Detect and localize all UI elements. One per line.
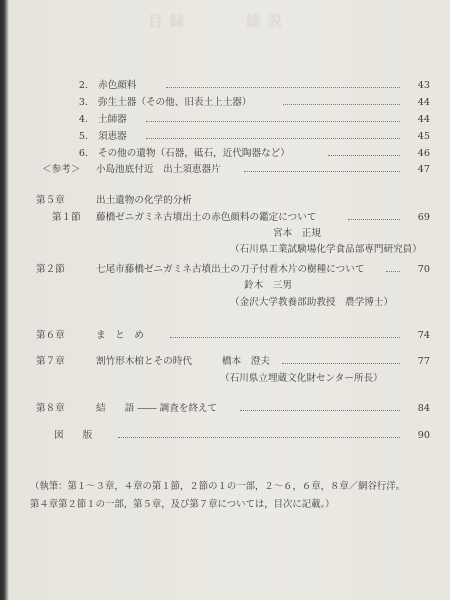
entry-label: 弥生土器（その他、旧表土上土器）: [98, 97, 252, 108]
author-affiliation: （金沢大学教養部助教授 農学博士）: [230, 297, 394, 308]
section-title: 藤橋ゼニガミネ古墳出土の赤色顔料の鑑定について: [96, 212, 317, 223]
note-line: 第４章第２節１の一部，第５章，及び第７章については，目次に記載。）: [30, 499, 335, 510]
chapter-page: 77: [417, 356, 430, 367]
chapter-heading: [8, 193, 450, 209]
toc-entry: [8, 129, 450, 145]
section-label: 第２節: [36, 264, 65, 275]
section-affiliation: [8, 295, 450, 311]
author-affiliation: （石川県工業試験場化学食品部専門研究員）: [230, 244, 422, 255]
entry-number: 6.: [78, 148, 88, 159]
leader-dots: [146, 112, 400, 122]
toc-entry: [8, 95, 450, 111]
section-author: [8, 278, 450, 294]
authorship-note: [30, 478, 436, 514]
toc-entry: [8, 78, 450, 94]
chapter-heading: [8, 401, 450, 417]
entry-number: 5.: [78, 131, 88, 142]
chapter-affiliation: [8, 371, 450, 387]
chapter-title: 割竹形木棺とその時代: [96, 356, 192, 367]
entry-page: 47: [417, 164, 430, 175]
bleed-through-text-left: 目録: [148, 12, 191, 30]
chapter-heading: [8, 354, 450, 370]
bleed-through-text-right: 総説: [246, 12, 289, 30]
leader-dots: [240, 401, 400, 411]
chapter-label: 第７章: [36, 356, 65, 367]
chapter-page: 84: [417, 403, 430, 414]
entry-label: その他の遺物（石器，砥石，近代陶器など）: [98, 148, 290, 159]
leader-dots: [166, 78, 400, 88]
section-entry: [8, 210, 450, 226]
section-author: [8, 226, 450, 242]
chapter-label: 第８章: [36, 403, 65, 414]
section-affiliation: [8, 242, 450, 258]
leader-dots: [244, 162, 400, 172]
chapter-title: ま と め: [96, 330, 144, 341]
section-label: 第１節: [52, 212, 81, 223]
leader-dots: [118, 428, 400, 438]
section-page: 69: [417, 212, 430, 223]
entry-page: 44: [417, 114, 430, 125]
chapter-title: 出土遺物の化学的分析: [96, 195, 192, 206]
section-entry: [8, 262, 450, 278]
section-title: 七尾市藤橋ゼニガミネ古墳出土の刀子付着木片の樹種について: [96, 264, 365, 275]
plates-label: 図 版: [54, 430, 93, 441]
entry-page: 45: [417, 131, 430, 142]
chapter-page: 74: [417, 330, 430, 341]
chapter-author: 橋本 澄夫: [222, 356, 270, 367]
chapter-label: 第５章: [36, 195, 65, 206]
leader-dots: [328, 146, 400, 156]
entry-page: 44: [417, 97, 430, 108]
plates-entry: [8, 428, 450, 444]
chapter-title: 結 語 ―― 調査を終えて: [96, 403, 218, 414]
leader-dots: [283, 95, 400, 105]
chapter-heading: [8, 328, 450, 344]
leader-dots: [386, 262, 400, 272]
entry-number: 2.: [78, 80, 88, 91]
author-name: 鈴木 三男: [244, 280, 292, 291]
leader-dots: [170, 328, 400, 338]
entry-label: 小島池底付近 出土須恵器片: [96, 164, 221, 175]
author-affiliation: （石川県立埋蔵文化財センター所長）: [220, 373, 383, 384]
toc-entry: [8, 112, 450, 128]
table-of-contents-page: [8, 0, 450, 600]
section-page: 70: [417, 264, 430, 275]
toc-entry: [8, 146, 450, 162]
entry-number: ＜参考＞: [42, 164, 81, 175]
leader-dots: [146, 129, 400, 139]
leader-dots: [282, 354, 400, 364]
note-line: （執筆：第１〜３章，４章の第１節，２節の１の一部，２〜６，６章，８章／網谷行洋。: [30, 481, 406, 492]
leader-dots: [348, 210, 400, 220]
entry-number: 4.: [78, 114, 88, 125]
entry-page: 46: [417, 148, 430, 159]
chapter-label: 第６章: [36, 330, 65, 341]
toc-entry: [8, 162, 450, 178]
entry-label: 土師器: [98, 114, 127, 125]
entry-page: 43: [417, 80, 430, 91]
entry-label: 須恵器: [98, 131, 127, 142]
entry-number: 3.: [78, 97, 88, 108]
entry-label: 赤色顔料: [98, 80, 137, 91]
plates-page: 90: [417, 430, 430, 441]
author-name: 宮本 正規: [273, 228, 321, 239]
